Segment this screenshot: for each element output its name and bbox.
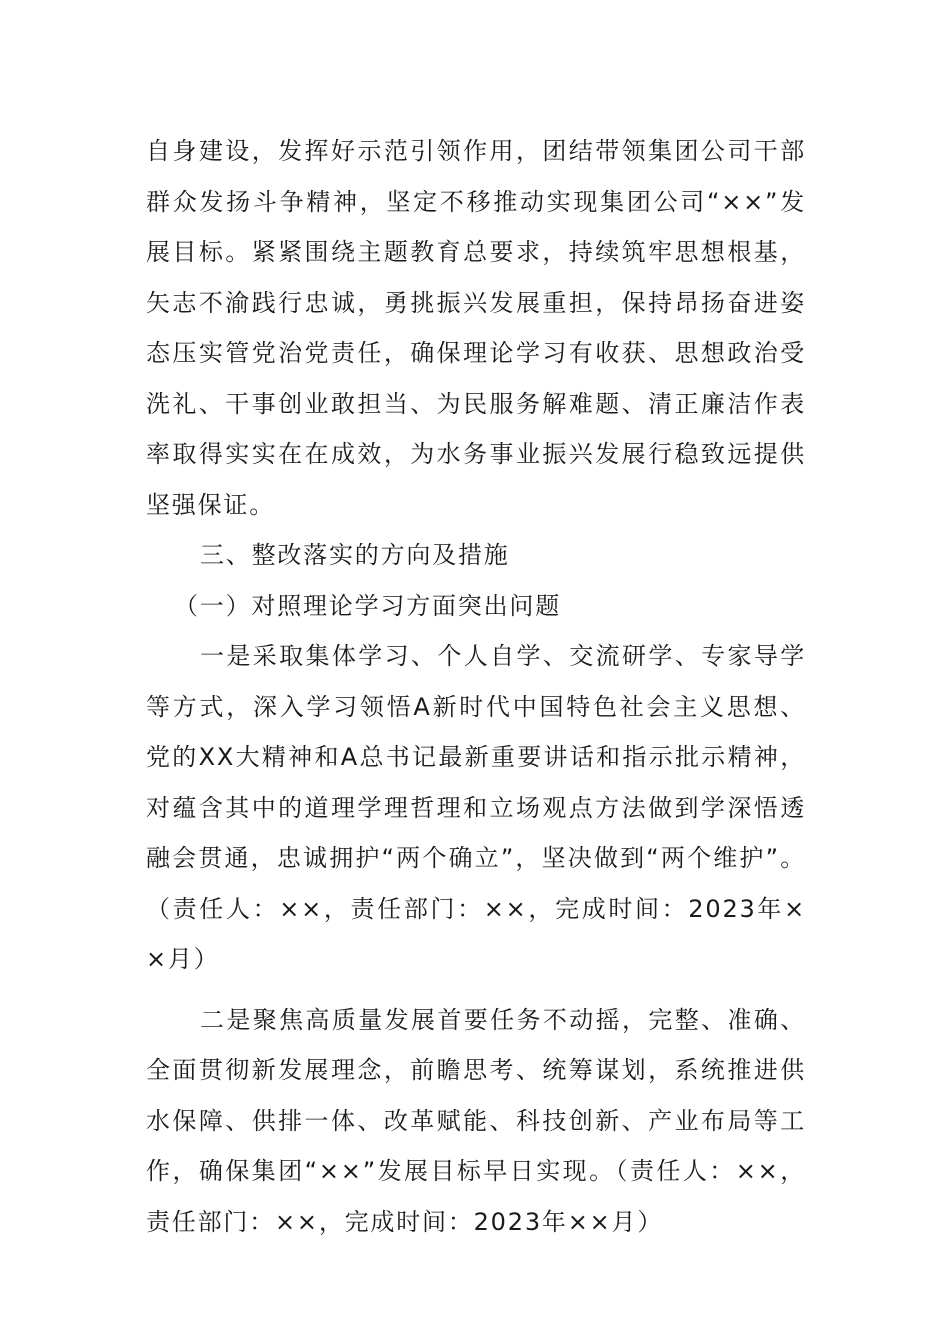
section-heading-3: 三、整改落实的方向及措施 [200,541,510,569]
subsection-heading-1: （一）对照理论学习方面突出问题 [174,591,561,620]
body-paragraph-continuation: 自身建设，发挥好示范引领作用，团结带领集团公司干部群众发扬斗争精神，坚定不移推动实现集团公司“××”发展目标。紧紧围绕主题教育总要求，持续筑牢思想根基，矢志不渝践行忠诚，勇挑振兴发展重担，保持昂扬奋进姿态压实管党治党责任，确保理论学习有收获、思想政治受洗礼、干事创业敢担当、为民服务解难题、清正廉洁作表率取得实实在在成效，为水务事业振兴发展行稳致远提供坚强保证。 [146,137,806,519]
document-body [146,126,806,1247]
measure-paragraph-1: 一是采取集体学习、个人自学、交流研学、专家导学等方式，深入学习领悟A新时代中国特色社会主义思想、党的XX大精神和A总书记最新重要讲话和指示批示精神，对蕴含其中的道理学理哲理和立场观点方法做到学深悟透融会贯通，忠诚拥护“两个确立”，坚决做到“两个维护”。（责任人：××，责任部门：××，完成时间：2023年××月） [146,642,806,973]
measure-paragraph-2: 二是聚焦高质量发展首要任务不动摇，完整、准确、全面贯彻新发展理念，前瞻思考、统筹谋划，系统推进供水保障、供排一体、改革赋能、科技创新、产业布局等工作，确保集团“××”发展目标早日实现。（责任人：××，责任部门：××，完成时间：2023年××月） [146,1005,806,1236]
